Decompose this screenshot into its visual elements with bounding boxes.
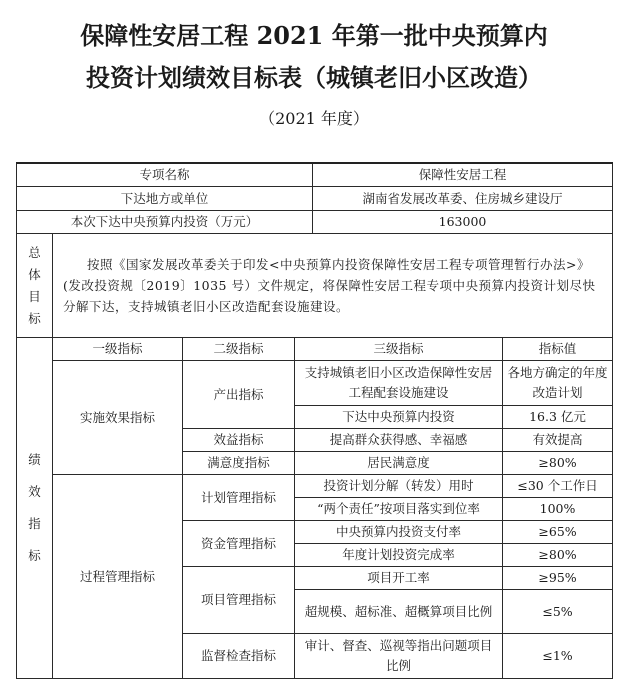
level2-project-management: 项目管理指标: [183, 567, 295, 634]
unit-value: 湖南省发展改革委、住房城乡建设厅: [313, 187, 613, 211]
value-cell: 各地方确定的年度改造计划: [503, 361, 613, 406]
value-cell: 有效提高: [503, 429, 613, 452]
level1-process-management: 过程管理指标: [53, 475, 183, 679]
overall-goal-char: 目: [28, 288, 41, 304]
overall-goal-char: 总: [28, 244, 41, 260]
header-level1: 一级指标: [53, 338, 183, 361]
level2-plan-management: 计划管理指标: [183, 475, 295, 521]
level3-cell: 超规模、超标准、超概算项目比例: [295, 590, 503, 634]
level3-cell: 居民满意度: [295, 452, 503, 475]
level1-implementation-effect: 实施效果指标: [53, 361, 183, 475]
overall-goal-paragraph: 按照《国家发展改革委关于印发<中央预算内投资保障性安居工程专项管理暂行办法>》(发改投资规〔2019〕1035 号）文件规定，将保障性安居工程专项中央预算内投资计划尽快分解下达，支持城镇老旧小区改造配套设施建设。: [63, 257, 596, 314]
performance-target-table: [16, 162, 613, 679]
indicators-char: 标: [28, 548, 41, 563]
level3-cell: 投资计划分解（转发）用时: [295, 475, 503, 498]
value-cell: ≤30 个工作日: [503, 475, 613, 498]
project-name-label: 专项名称: [17, 163, 313, 187]
level3-cell: 项目开工率: [295, 567, 503, 590]
level2-satisfaction: 满意度指标: [183, 452, 295, 475]
value-cell: ≥80%: [503, 452, 613, 475]
level3-cell: 审计、督查、巡视等指出问题项目比例: [295, 634, 503, 679]
project-name-value: 保障性安居工程: [313, 163, 613, 187]
unit-label: 下达地方或单位: [17, 187, 313, 211]
value-cell: ≥80%: [503, 544, 613, 567]
indicators-section-label: [17, 338, 53, 679]
investment-value: 163000: [313, 211, 613, 234]
year-subtitle: （2021 年度）: [259, 109, 369, 128]
level2-benefit: 效益指标: [183, 429, 295, 452]
value-cell: ≤1%: [503, 634, 613, 679]
level3-cell: 下达中央预算内投资: [295, 406, 503, 429]
page-title-line2: 投资计划绩效目标表（城镇老旧小区改造）: [86, 63, 542, 92]
value-cell: 16.3 亿元: [503, 406, 613, 429]
page-title-line1: 保障性安居工程 2021 年第一批中央预算内: [80, 21, 548, 50]
value-cell: 100%: [503, 498, 613, 521]
indicators-char: 效: [28, 484, 41, 499]
level2-supervision: 监督检查指标: [183, 634, 295, 679]
header-value: 指标值: [503, 338, 613, 361]
overall-goal-label: [17, 234, 53, 338]
header-level3: 三级指标: [295, 338, 503, 361]
indicators-char: 指: [28, 516, 41, 531]
investment-label: 本次下达中央预算内投资（万元）: [17, 211, 313, 234]
value-cell: ≥95%: [503, 567, 613, 590]
level2-fund-management: 资金管理指标: [183, 521, 295, 567]
value-cell: ≥65%: [503, 521, 613, 544]
level3-cell: 年度计划投资完成率: [295, 544, 503, 567]
indicators-char: 绩: [28, 452, 41, 467]
value-cell: ≤5%: [503, 590, 613, 634]
level3-cell: 支持城镇老旧小区改造保障性安居工程配套设施建设: [295, 361, 503, 406]
level3-cell: 提高群众获得感、幸福感: [295, 429, 503, 452]
level3-cell: 中央预算内投资支付率: [295, 521, 503, 544]
overall-goal-text: [53, 234, 613, 338]
header-level2: 二级指标: [183, 338, 295, 361]
level2-output: 产出指标: [183, 361, 295, 429]
level3-cell: “两个责任”按项目落实到位率: [295, 498, 503, 521]
overall-goal-char: 标: [28, 310, 41, 326]
overall-goal-char: 体: [28, 266, 41, 282]
